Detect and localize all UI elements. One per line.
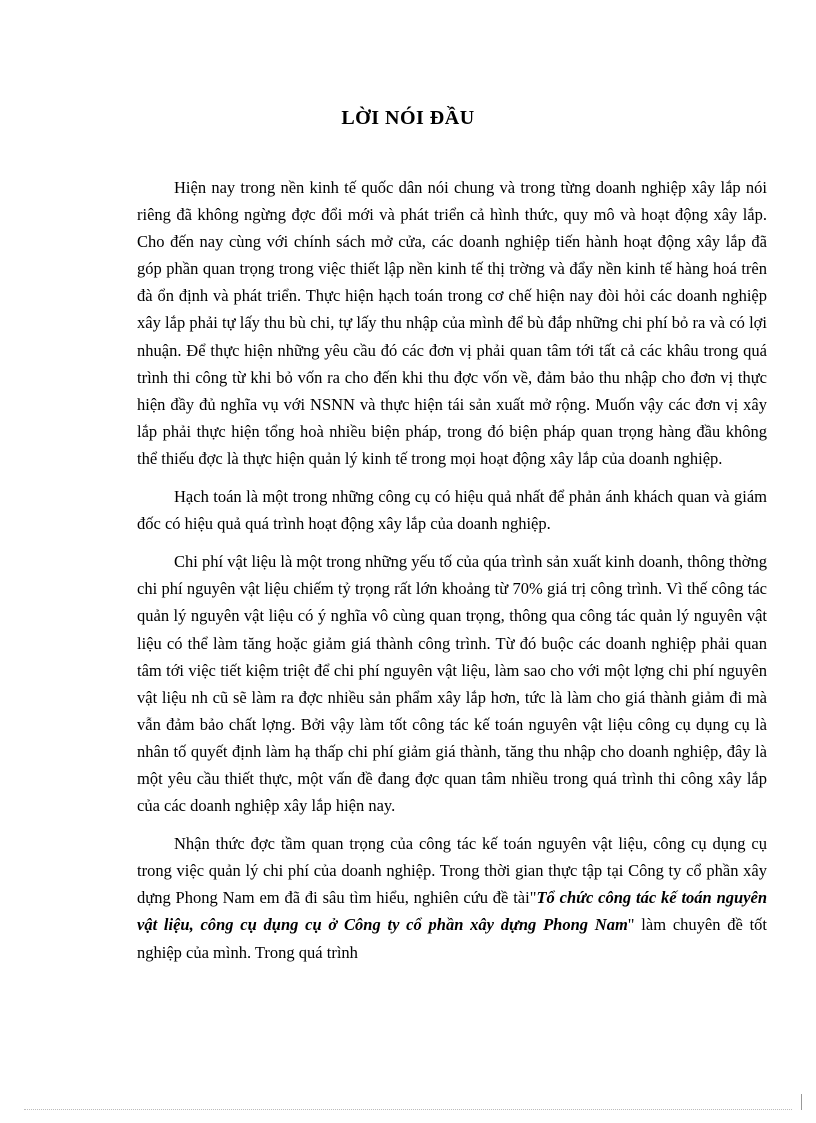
page-corner-mark bbox=[801, 1094, 802, 1110]
paragraph: Hiện nay trong nền kinh tế quốc dân nói chung và trong từng doanh nghiệp xây lắp nói riêng đã không ngừng đợc đổi mới và phát triển cả hình thức, quy mô và hoạt động xây lắp. Cho đến nay cùng với chính sách mở cửa, các doanh nghiệp tiến hành hoạt động xây lắp đã góp phần quan trọng trong việc thiết lập nền kinh tế thị trờng và đẩy nền kinh tế hàng hoá trên đà ổn định và phát triển. Thực hiện hạch toán trong cơ chế hiện nay đòi hỏi các doanh nghiệp xây lắp phải tự lấy thu bù chi, tự lấy thu nhập của mình để bù đắp những chi phí bỏ ra và có lợi nhuận. Để thực hiện những yêu cầu đó các đơn vị phải quan tâm tới tất cả các khâu trong quá trình thi công từ khi bỏ vốn ra cho đến khi thu đợc vốn về, đảm bảo thu nhập cho đơn vị thực hiện đầy đủ nghĩa vụ với NSNN và thực hiện tái sản xuất mở rộng. Muốn vậy các đơn vị xây lắp phải thực hiện tổng hoà nhiều biện pháp, trong đó biện pháp quan trọng hàng đầu không thể thiếu đợc là thực hiện quản lý kinh tế trong mọi hoạt động xây lắp của doanh nghiệp. bbox=[137, 178, 767, 468]
document-body bbox=[137, 174, 767, 977]
page-bottom-border bbox=[24, 1109, 792, 1110]
thesis-topic-title: Tổ chức công tác kế toán nguyên vật liệu, công cụ dụng cụ ở Công ty cổ phần xây dựng Phong Nam bbox=[137, 888, 767, 935]
paragraph: Chi phí vật liệu là một trong những yếu tố của qúa trình sản xuất kinh doanh, thông thờng chi phí nguyên vật liệu chiếm tỷ trọng rất lớn khoảng từ 70% giá trị công trình. Vì thế công tác quản lý nguyên vật liệu có ý nghĩa vô cùng quan trọng, thông qua công tác quản lý nguyên vật liệu có thể làm tăng hoặc giảm giá thành công trình. Từ đó buộc các doanh nghiệp phải quan tâm tới việc tiết kiệm triệt để chi phí nguyên vật liệu, làm sao cho với một lợng chi phí nguyên vật liệu nh cũ sẽ làm ra đợc nhiều sản phẩm xây lắp hơn, tức là làm cho giá thành giảm đi mà vẫn đảm bảo chất lợng. Bởi vậy làm tốt công tác kế toán nguyên vật liệu công cụ dụng cụ là nhân tố quyết định làm hạ thấp chi phí giảm giá thành, tăng thu nhập cho doanh nghiệp, đây là một yêu cầu thiết thực, một vấn đề đang đợc quan tâm nhiều trong quá trình thi công xây lắp của các doanh nghiệp xây lắp hiện nay. bbox=[137, 552, 767, 816]
paragraph: Hạch toán là một trong những công cụ có hiệu quả nhất để phản ánh khách quan và giám đốc có hiệu quả quá trình hoạt động xây lắp của doanh nghiệp. bbox=[137, 487, 767, 534]
paragraph-last bbox=[137, 830, 767, 965]
paragraph-text: Nhận thức đợc tầm quan trọng của công tác kế toán nguyên vật liệu, công cụ dụng cụ trong việc quản lý chi phí của doanh nghiệp. Trong thời gian thực tập tại Công ty cổ phần xây dựng Phong Nam em đã đi sâu tìm hiểu, nghiên cứu đề tài" bbox=[137, 834, 767, 908]
page-title: LỜI NÓI ĐẦU bbox=[341, 107, 475, 129]
paragraph-text-continued: " làm chuyên đề tốt nghiệp của mình. Trong quá trình bbox=[137, 915, 767, 962]
